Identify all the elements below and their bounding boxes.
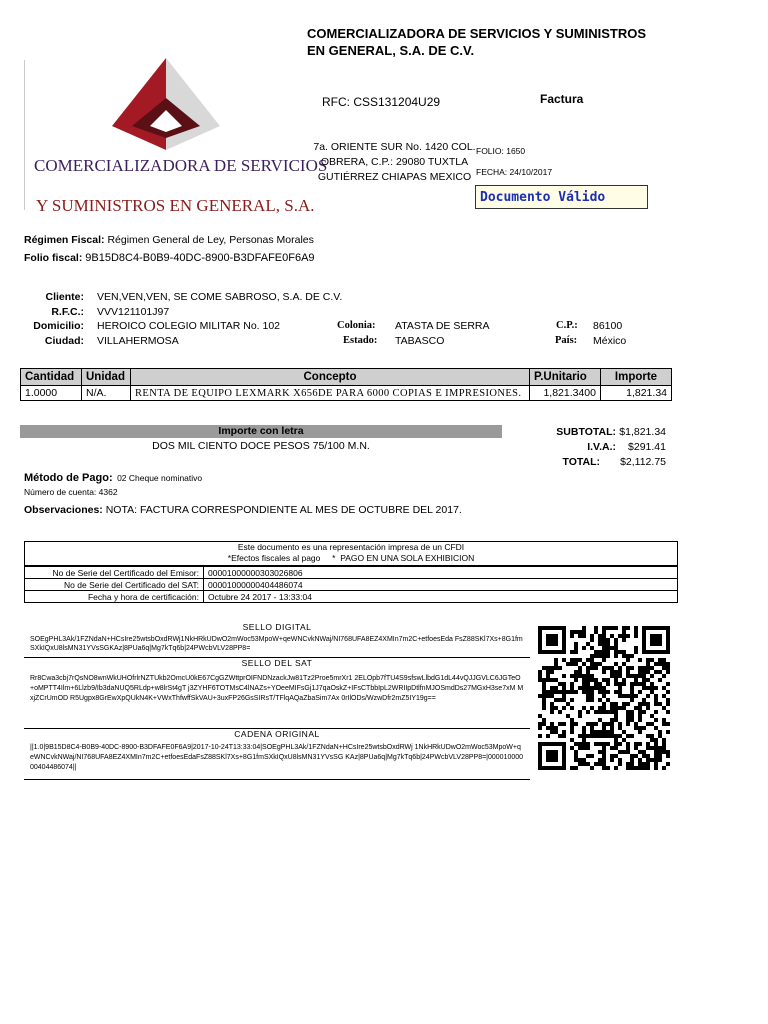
cp-label: C.P.: xyxy=(556,320,578,331)
estado-label: Estado: xyxy=(343,335,378,346)
col-importe: Importe xyxy=(601,369,672,386)
status-badge xyxy=(475,185,648,209)
sello-sat-title: SELLO DEL SAT xyxy=(241,658,313,668)
importe-letra-value: DOS MIL CIENTO DOCE PESOS 75/100 M.N. xyxy=(152,440,370,452)
numero-cuenta: Número de cuenta: 4362 xyxy=(24,487,118,497)
col-concepto: Concepto xyxy=(131,369,530,386)
sellos-block xyxy=(24,622,530,780)
subtotal-label: SUBTOTAL: xyxy=(556,426,616,438)
metodo-pago xyxy=(24,468,202,486)
cliente-value: VEN,VEN,VEN, SE COME SABROSO, S.A. DE C.V. xyxy=(97,291,343,303)
cert-emisor-label: No de Serie del Certificado del Emisor: xyxy=(25,567,204,579)
items-header-row xyxy=(21,369,672,386)
col-cantidad: Cantidad xyxy=(21,369,82,386)
pais-value: México xyxy=(593,335,627,347)
logo-left-border xyxy=(24,60,25,210)
status-text: Documento Válido xyxy=(480,190,606,205)
iva-row xyxy=(520,440,666,455)
col-punitario: P.Unitario xyxy=(530,369,601,386)
cert-table xyxy=(24,566,678,603)
sello-sat-text: Rr8Cwa3cbj7rQsNO8wnWkUHOfrlrNZTUkb2OmcU0kE67CgGZWttprOIFNDNzackJw81Tz2Proe5mrXr1 2ELOpb7fTU4S9sfswLlbdG1dL44vQJJGVLC6JGTeO+oMPTT4Ilm+6Llzb9/Ib3daNUQ5RLdp+w8lrSt4gT j3ZYHF6TOTMsC4lNAZs+YOeeMIFsGj1J7qaOskZ+IFsCTbbIpL2WRIIpDtlfnMJOSmdDs27MGxH3se7xM MxjZCrUmOD R5Ugpx8GrEwXpQUkN4K+VWxThfwffSkVAU+3uxFP26GsSIRsT/TFlqAQaZbaSim7Ax 0rIlODs/WzwDfr2mZ5IY19g== xyxy=(30,675,524,702)
cell-unidad: N/A. xyxy=(82,386,131,401)
cell-punitario: 1,821.3400 xyxy=(530,386,601,401)
cp-value: 86100 xyxy=(593,320,623,332)
cliente-label: Cliente: xyxy=(45,291,84,303)
company-address xyxy=(307,140,482,185)
observaciones xyxy=(24,504,462,516)
domicilio-label: Domicilio: xyxy=(33,320,84,332)
totals-block xyxy=(520,425,666,470)
items-table xyxy=(20,368,672,401)
address-line3: GUTIÉRREZ CHIAPAS MEXICO xyxy=(317,171,472,183)
logo-line1: COMERCIALIZADORA DE SERVICIOS xyxy=(34,156,328,175)
table-row xyxy=(21,386,672,401)
importe-letra-label: Importe con letra xyxy=(218,425,304,437)
document-type: Factura xyxy=(540,92,584,106)
iva-value: $291.41 xyxy=(628,441,666,453)
importe-letra-header xyxy=(20,425,502,438)
rfc-label: R.F.C.: xyxy=(51,306,84,318)
col-unidad: Unidad xyxy=(82,369,131,386)
cell-cantidad: 1.0000 xyxy=(21,386,82,401)
folio-fiscal-label: Folio fiscal: xyxy=(24,252,83,264)
folio-fiscal-value: 9B15D8C4-B0B9-40DC-8900-B3DFAFE0F6A9 xyxy=(85,252,315,264)
regimen-value: Régimen General de Ley, Personas Morales xyxy=(107,234,314,246)
cert-fecha-value: Octubre 24 2017 - 13:33:04 xyxy=(204,591,678,603)
cell-importe: 1,821.34 xyxy=(601,386,672,401)
cert-emisor-value: 00001000000303026806 xyxy=(204,567,678,579)
regimen-fiscal xyxy=(24,234,314,246)
sello-digital-text: SOEgPHL3Ak/1FZNdaN+HCsIre25wtsbOxdRWj1NkHRkUDwO2mWoc53MpoW+qeWNCvkNWaj/NI768UFA8EZ4XMIn7m2C+etfoesEda FsZ88SKl7Xs+8G1fmSXkIQxU8lsMN31YVsSGKAz|8PUa6q|Mg7kTq6b|24PWcbVLV28PP8= xyxy=(30,636,523,652)
cfdi-notice xyxy=(24,541,678,566)
observaciones-label: Observaciones: xyxy=(24,504,103,516)
cert-sat-value: 00001000000404486074 xyxy=(204,579,678,591)
cfdi-line1: Este documento es una representación impresa de un CFDI xyxy=(237,542,465,552)
table-row xyxy=(25,579,678,591)
cadena-text: ||1.0|9B15D8C4-B0B9-40DC-8900-B3DFAFE0F6A9|2017-10-24T13:33:04|SOEgPHL3Ak/1FZNdaN+HCsIre25wtsbOxdRWj 1NkHRkUDwO2mWoc53MpoW+qeWNCvkNWaj/NI768UFA8EZ4XMIn7m2C+etfoesEdaFsZ88SKl7Xs+8G1fmSXkIQxU8lsMN31YVsSG KAz|8PUa6q|Mg7kTq6b|24PWcbVLV28PP8=|00001000000404486074|| xyxy=(30,744,524,771)
divider xyxy=(24,779,530,780)
cfdi-line2: *Efectos fiscales al pago * PAGO EN UNA SOLA EXHIBICION xyxy=(227,553,475,563)
logo-triangle-icon xyxy=(112,58,220,150)
subtotal-row xyxy=(520,425,666,440)
total-row xyxy=(520,455,666,470)
observaciones-value: NOTA: FACTURA CORRESPONDIENTE AL MES DE OCTUBRE DEL 2017. xyxy=(105,504,462,516)
sello-digital-title: SELLO DIGITAL xyxy=(242,622,312,632)
folio: FOLIO: 1650 xyxy=(476,146,526,156)
company-name: COMERCIALIZADORA DE SERVICIOS Y SUMINISTROS EN GENERAL, S.A. DE C.V. xyxy=(307,26,647,58)
metodo-label: Método de Pago: xyxy=(24,472,113,484)
rfc-value: VVV121101J97 xyxy=(97,306,170,318)
ciudad-label: Ciudad: xyxy=(44,335,84,347)
cadena-title: CADENA ORIGINAL xyxy=(234,729,320,739)
metodo-value: 02 Cheque nominativo xyxy=(117,473,203,483)
iva-label: I.V.A.: xyxy=(587,441,616,453)
pais-label: País: xyxy=(555,335,578,346)
address-line2: OBRERA, C.P.: 29080 TUXTLA xyxy=(320,156,469,168)
subtotal-value: $1,821.34 xyxy=(619,426,666,438)
qr-code-icon xyxy=(538,626,670,770)
company-logo xyxy=(24,58,328,218)
domicilio-value: HEROICO COLEGIO MILITAR No. 102 xyxy=(97,320,281,332)
total-label: TOTAL: xyxy=(562,456,600,468)
total-value: $2,112.75 xyxy=(620,456,666,468)
colonia-label: Colonia: xyxy=(337,320,376,331)
table-row xyxy=(25,567,678,579)
fecha: FECHA: 24/10/2017 xyxy=(476,167,553,177)
company-rfc: RFC: CSS131204U29 xyxy=(322,95,441,109)
folio-fiscal xyxy=(24,252,315,264)
estado-value: TABASCO xyxy=(395,335,445,347)
cert-sat-label: No de Serie del Certificado del SAT: xyxy=(25,579,204,591)
regimen-label: Régimen Fiscal: xyxy=(24,234,105,246)
address-line1: 7a. ORIENTE SUR No. 1420 COL. xyxy=(313,141,476,153)
cert-fecha-label: Fecha y hora de certificación: xyxy=(25,591,204,603)
table-row xyxy=(25,591,678,603)
cell-concepto: RENTA DE EQUIPO LEXMARK X656DE PARA 6000 COPIAS E IMPRESIONES. xyxy=(131,386,530,401)
logo-line2: Y SUMINISTROS EN GENERAL, S.A. xyxy=(36,196,315,215)
colonia-value: ATASTA DE SERRA xyxy=(395,320,490,332)
ciudad-value: VILLAHERMOSA xyxy=(97,335,179,347)
